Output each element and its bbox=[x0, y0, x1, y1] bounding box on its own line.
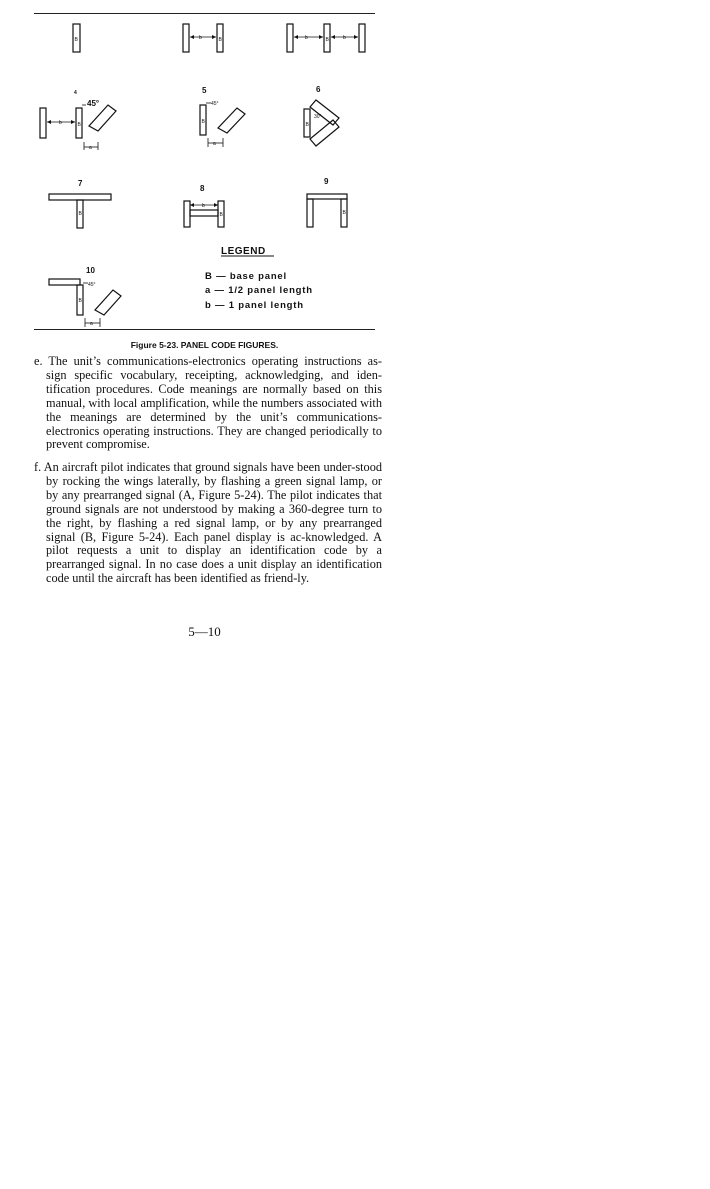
figure-number-5: 5 bbox=[202, 86, 207, 95]
panel-figure-9 bbox=[307, 194, 347, 227]
panel-figure-5 bbox=[200, 103, 245, 147]
angle-6: 30° bbox=[314, 114, 322, 120]
label-b-2: B bbox=[218, 37, 222, 43]
dim-b-3a: b bbox=[305, 35, 308, 41]
label-b-9: B bbox=[342, 210, 346, 216]
page-number: 5—10 bbox=[188, 624, 221, 639]
label-b-10: B bbox=[78, 298, 82, 304]
panel-code-figures bbox=[34, 14, 375, 329]
label-b-1: B bbox=[74, 37, 78, 43]
dim-b-3b: b bbox=[343, 35, 346, 41]
figure-number-4: 4 bbox=[74, 90, 77, 96]
label-b-5: B bbox=[201, 119, 205, 125]
angle-10: 45° bbox=[88, 282, 96, 288]
figure-number-6: 6 bbox=[316, 85, 321, 94]
legend-item-full: b — 1 panel length bbox=[205, 300, 304, 311]
figure-number-8: 8 bbox=[200, 184, 205, 193]
dim-b-4: b bbox=[59, 120, 62, 126]
angle-4: 45° bbox=[87, 99, 100, 108]
label-b-7: B bbox=[78, 211, 82, 217]
dim-a-10: a bbox=[90, 321, 93, 327]
label-b-8: B bbox=[219, 212, 223, 218]
dim-a-5: a bbox=[213, 141, 216, 147]
dim-b-8: b bbox=[202, 203, 205, 209]
legend-title: LEGEND bbox=[221, 246, 266, 257]
bottom-rule bbox=[34, 329, 375, 330]
figure-number-7: 7 bbox=[78, 179, 83, 188]
figure-caption: Figure 5-23. PANEL CODE FIGURES. bbox=[130, 340, 279, 350]
paragraph-e: e. The unit’s communications-electronics operating instructions as-sign specific vocabulary, receipting, acknowledging, and iden-tification procedures. Code meanings are normally based on this manual, with local amplification, while the numbers associated with the meanings are determined by the unit’s communications-electronics operating instructions. They are changed periodically to prevent compromise. bbox=[34, 354, 382, 452]
dim-b-2: b bbox=[199, 35, 202, 41]
paragraph-f: f. An aircraft pilot indicates that ground signals have been under-stood by rocking the wings laterally, by flashing a green signal lamp, or by any prearranged signal (A, Figure 5-24). The pilot indicates that ground signals are not understood by making a 360-degree turn to the right, by flashing a red signal lamp, or by any prearranged signal (B, Figure 5-24). Each panel display is ac-knowledged. A pilot requests a unit to display an identification code by a prearranged signal. In no case does a unit display an identification code until the aircraft has been identified as friend-ly. bbox=[34, 460, 382, 586]
angle-5: 45° bbox=[211, 101, 219, 107]
label-b-4: B bbox=[77, 122, 81, 128]
panel-diagram bbox=[34, 14, 375, 329]
label-b-6: B bbox=[305, 122, 309, 128]
panel-figure-10 bbox=[49, 279, 121, 327]
panel-figure-2 bbox=[183, 24, 223, 52]
figure-number-10: 10 bbox=[86, 266, 95, 275]
figure-number-9: 9 bbox=[324, 177, 329, 186]
panel-figure-6 bbox=[304, 100, 339, 146]
legend-item-half: a — 1/2 panel length bbox=[205, 285, 313, 296]
dim-a-4: a bbox=[89, 145, 92, 151]
legend-item-base: B — base panel bbox=[205, 271, 287, 282]
label-b-3: B bbox=[325, 37, 329, 43]
